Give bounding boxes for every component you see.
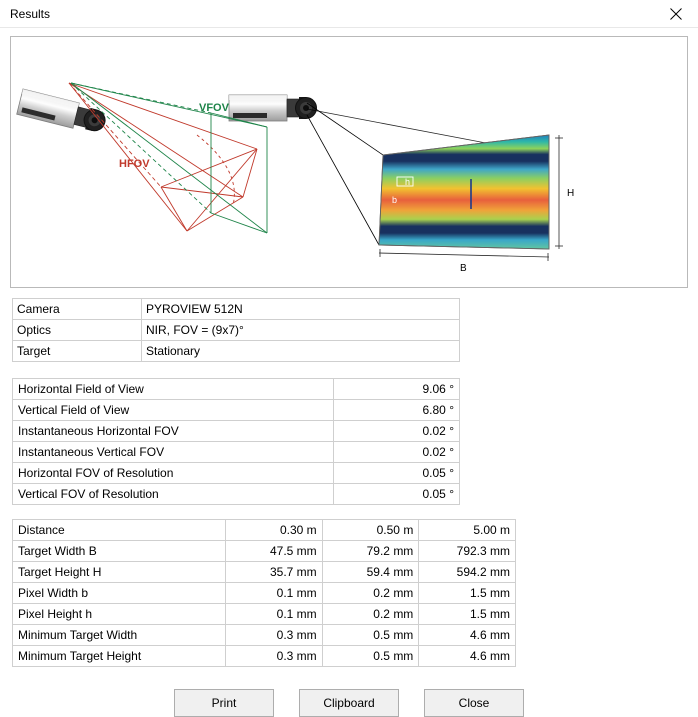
table-row [13,341,460,362]
distance-c3: 594.2 mm [419,562,516,583]
close-icon[interactable] [654,0,698,27]
target-height-label: H [567,188,575,199]
info-value: NIR, FOV = (9x7)° [142,320,460,341]
distance-c3: 792.3 mm [419,541,516,562]
table-row [13,541,516,562]
distance-key: Target Height H [13,562,226,583]
info-value: PYROVIEW 512N [142,299,460,320]
distance-header-c1: 0.30 m [226,520,323,541]
distance-c2: 0.2 mm [322,583,419,604]
fov-value: 6.80 ° [334,400,460,421]
distance-key: Pixel Height h [13,604,226,625]
distance-c1: 0.1 mm [226,583,323,604]
distance-key: Target Width B [13,541,226,562]
distance-key: Minimum Target Height [13,646,226,667]
camera-right [229,95,317,121]
table-row [13,604,516,625]
table-row [13,463,460,484]
distance-c2: 0.2 mm [322,604,419,625]
fov-key: Instantaneous Horizontal FOV [13,421,334,442]
table-row [13,320,460,341]
distance-key: Pixel Width b [13,583,226,604]
distance-c1: 0.3 mm [226,625,323,646]
fov-key: Horizontal FOV of Resolution [13,463,334,484]
thermal-target [379,135,549,249]
distance-table [12,519,516,667]
clipboard-button[interactable]: Clipboard [299,689,399,717]
distance-c3: 1.5 mm [419,583,516,604]
close-glyph [670,8,682,20]
fov-key: Instantaneous Vertical FOV [13,442,334,463]
pixel-b-label: b [392,195,398,205]
table-row [13,625,516,646]
optics-diagram [10,36,688,288]
distance-c1: 35.7 mm [226,562,323,583]
distance-c3: 4.6 mm [419,646,516,667]
fov-value: 0.02 ° [334,442,460,463]
fov-value: 9.06 ° [334,379,460,400]
table-row [13,379,460,400]
distance-header-key: Distance [13,520,226,541]
camera-left [17,89,108,135]
table-row [13,646,516,667]
info-key: Optics [13,320,142,341]
distance-c2: 0.5 mm [322,646,419,667]
distance-c1: 0.1 mm [226,604,323,625]
print-button[interactable]: Print [174,689,274,717]
distance-c2: 59.4 mm [322,562,419,583]
table-row [13,299,460,320]
info-key: Target [13,341,142,362]
table-row [13,442,460,463]
vfov-label: VFOV [199,102,229,114]
distance-c2: 79.2 mm [322,541,419,562]
window-titlebar [0,0,698,28]
fov-value: 0.05 ° [334,463,460,484]
fov-key: Vertical FOV of Resolution [13,484,334,505]
fov-value: 0.05 ° [334,484,460,505]
hfov-label: HFOV [119,158,150,170]
distance-c1: 47.5 mm [226,541,323,562]
dialog-button-bar [0,689,698,717]
field-of-view-table [12,378,460,505]
target-width-label: B [460,263,467,274]
camera-info-table [12,298,460,362]
window-title: Results [10,6,51,21]
info-key: Camera [13,299,142,320]
distance-header-c3: 5.00 m [419,520,516,541]
distance-c3: 4.6 mm [419,625,516,646]
distance-header-c2: 0.50 m [322,520,419,541]
fov-key: Vertical Field of View [13,400,334,421]
table-row [13,562,516,583]
table-row [13,421,460,442]
close-button[interactable]: Close [424,689,524,717]
pixel-h-label: h [405,177,411,187]
table-row [13,400,460,421]
distance-c3: 1.5 mm [419,604,516,625]
distance-key: Minimum Target Width [13,625,226,646]
fov-value: 0.02 ° [334,421,460,442]
distance-c1: 0.3 mm [226,646,323,667]
fov-key: Horizontal Field of View [13,379,334,400]
optics-diagram-svg [11,37,587,287]
distance-c2: 0.5 mm [322,625,419,646]
info-value: Stationary [142,341,460,362]
table-row [13,583,516,604]
table-header-row [13,520,516,541]
table-row [13,484,460,505]
